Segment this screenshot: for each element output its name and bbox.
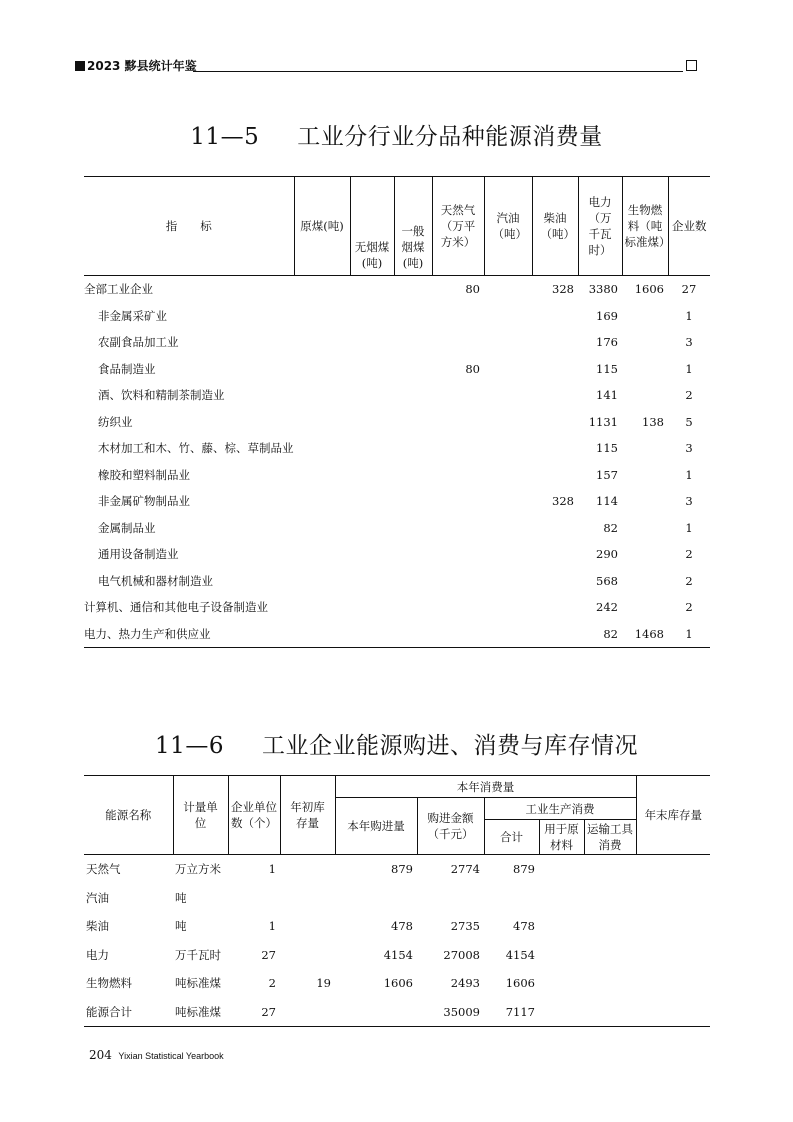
- anthracite-cell: [350, 276, 394, 303]
- table2-title: [0, 727, 793, 760]
- col-biofuel: 生物燃料（吨标准煤）: [622, 177, 668, 276]
- diesel-cell: [532, 594, 578, 621]
- enterprise-count-cell: 2: [685, 388, 693, 403]
- gasoline-cell: [484, 276, 532, 303]
- closing-stock-cell: [636, 941, 710, 970]
- col-raw-coal: 原煤(吨): [294, 177, 350, 276]
- biofuel-cell: [622, 462, 668, 489]
- table-row: [84, 329, 710, 356]
- gasoline-cell: [484, 435, 532, 462]
- diesel-cell: [532, 621, 578, 648]
- table-row: [84, 435, 710, 462]
- table-row: [84, 998, 710, 1027]
- industry-name: 电力、热力生产和供应业: [84, 621, 294, 648]
- bituminous-cell: [394, 356, 432, 383]
- opening-stock-cell: 19: [316, 976, 331, 991]
- biofuel-cell: [622, 515, 668, 542]
- anthracite-cell: [350, 515, 394, 542]
- gasoline-cell: [484, 382, 532, 409]
- raw-coal-cell: [294, 409, 350, 436]
- anthracite-cell: [350, 462, 394, 489]
- enterprise-count-cell: 1: [668, 621, 710, 648]
- raw-coal-cell: [294, 435, 350, 462]
- bituminous-cell: [394, 276, 432, 303]
- enterprise-count-cell: 2: [685, 573, 693, 588]
- industry-name: 木材加工和木、竹、藤、棕、草制品业: [98, 441, 294, 456]
- purchase-amount-cell: 2735: [450, 919, 480, 934]
- enterprise-count-cell: 3: [685, 494, 693, 509]
- electricity-cell: 115: [596, 361, 618, 376]
- transport-cell: [584, 912, 636, 941]
- running-header: [75, 58, 697, 74]
- table-row: [84, 303, 710, 330]
- col-total: 合计: [484, 820, 539, 855]
- diesel-cell: [532, 515, 578, 542]
- col-industrial-consumption: 工业生产消费: [484, 798, 636, 820]
- opening-stock-cell: [280, 912, 335, 941]
- electricity-cell: 176: [596, 335, 618, 350]
- biofuel-cell: [622, 488, 668, 515]
- table2-title-text: 工业企业能源购进、消费与库存情况: [261, 733, 638, 759]
- natural-gas-cell: [432, 594, 484, 621]
- firms-cell: 2: [268, 976, 276, 991]
- natural-gas-cell: [432, 303, 484, 330]
- industry-name: 非金属采矿业: [98, 308, 167, 323]
- transport-cell: [584, 941, 636, 970]
- col-unit: 计量单位: [173, 776, 228, 855]
- raw-coal-cell: [294, 329, 350, 356]
- enterprise-count-cell: 1: [685, 308, 693, 323]
- natural-gas-cell: [432, 382, 484, 409]
- industry-name: 全部工业企业: [84, 282, 153, 297]
- anthracite-cell: [350, 621, 394, 648]
- enterprise-count-cell: 1: [685, 361, 693, 376]
- energy-name-cell: 天然气: [86, 862, 121, 877]
- bituminous-cell: [394, 303, 432, 330]
- biofuel-cell: [622, 356, 668, 383]
- diesel-cell: [532, 356, 578, 383]
- firms-cell: 1: [268, 919, 276, 934]
- electricity-cell: 169: [596, 308, 618, 323]
- table-row: [84, 969, 710, 998]
- industry-name: 食品制造业: [98, 361, 156, 376]
- purchase-qty-cell: 1606: [383, 976, 413, 991]
- enterprise-count-cell: 1: [685, 467, 693, 482]
- biofuel-cell: [622, 594, 668, 621]
- industry-name: 橡胶和塑料制品业: [98, 467, 190, 482]
- purchase-amount-cell: 35009: [417, 998, 484, 1027]
- total-cell: 7117: [484, 998, 539, 1027]
- opening-stock-cell: [280, 941, 335, 970]
- header-title: 2023 黟县统计年鉴: [87, 59, 197, 73]
- table-row: [84, 855, 710, 884]
- col-purchase-amount: 购进金额（千元）: [417, 798, 484, 855]
- diesel-cell: [532, 541, 578, 568]
- biofuel-cell: [622, 303, 668, 330]
- raw-material-cell: [539, 998, 584, 1027]
- natural-gas-cell: [432, 409, 484, 436]
- bituminous-cell: [394, 594, 432, 621]
- anthracite-cell: [350, 541, 394, 568]
- table-row: [84, 621, 710, 648]
- gasoline-cell: [484, 541, 532, 568]
- raw-material-cell: [539, 912, 584, 941]
- biofuel-cell: [622, 541, 668, 568]
- total-cell: 1606: [505, 976, 535, 991]
- transport-cell: [584, 884, 636, 913]
- total-cell: 879: [513, 862, 535, 877]
- biofuel-cell: 1606: [634, 282, 664, 297]
- energy-name-cell: 电力: [86, 947, 109, 962]
- purchase-qty-cell: [335, 998, 417, 1027]
- raw-coal-cell: [294, 462, 350, 489]
- anthracite-cell: [350, 488, 394, 515]
- enterprise-count-cell: 5: [685, 414, 693, 429]
- natural-gas-cell: 80: [465, 282, 480, 297]
- bituminous-cell: [394, 568, 432, 595]
- transport-cell: [584, 969, 636, 998]
- diesel-cell: 328: [552, 282, 574, 297]
- natural-gas-cell: [432, 568, 484, 595]
- purchase-qty-cell: 478: [391, 919, 413, 934]
- firms-cell: 27: [228, 998, 280, 1027]
- table-row: [84, 409, 710, 436]
- table-row: [84, 568, 710, 595]
- table-row: [84, 515, 710, 542]
- natural-gas-cell: [432, 488, 484, 515]
- enterprise-count-cell: 27: [681, 282, 697, 297]
- table-row: [84, 356, 710, 383]
- gasoline-cell: [484, 329, 532, 356]
- electricity-cell: 114: [596, 494, 618, 509]
- energy-name-cell: 生物燃料: [86, 976, 132, 991]
- col-opening-stock: 年初库存量: [280, 776, 335, 855]
- bituminous-cell: [394, 435, 432, 462]
- electricity-cell: 3380: [588, 282, 618, 297]
- col-gasoline: 汽油（吨）: [484, 177, 532, 276]
- unit-cell: 吨: [175, 890, 187, 905]
- purchase-amount-cell: [417, 884, 484, 913]
- anthracite-cell: [350, 568, 394, 595]
- col-purchase-qty: 本年购进量: [335, 798, 417, 855]
- col-bituminous: 一般烟煤(吨): [394, 177, 432, 276]
- raw-material-cell: [539, 884, 584, 913]
- bituminous-cell: [394, 621, 432, 648]
- diesel-cell: [532, 409, 578, 436]
- natural-gas-cell: [432, 329, 484, 356]
- col-firms: 企业单位数（个）: [228, 776, 280, 855]
- energy-name-cell: 能源合计: [84, 998, 173, 1027]
- raw-material-cell: [539, 855, 584, 884]
- unit-cell: 吨标准煤: [173, 998, 228, 1027]
- enterprise-count-cell: 3: [685, 441, 693, 456]
- electricity-cell: 115: [596, 441, 618, 456]
- electricity-cell: 568: [596, 573, 618, 588]
- opening-stock-cell: [280, 855, 335, 884]
- opening-stock-cell: [280, 884, 335, 913]
- electricity-cell: 157: [596, 467, 618, 482]
- gasoline-cell: [484, 303, 532, 330]
- electricity-cell: 141: [596, 388, 618, 403]
- industry-name: 金属制品业: [98, 520, 156, 535]
- table-row: [84, 912, 710, 941]
- page-number: 204: [89, 1048, 112, 1062]
- gasoline-cell: [484, 515, 532, 542]
- anthracite-cell: [350, 329, 394, 356]
- raw-coal-cell: [294, 382, 350, 409]
- transport-cell: [584, 855, 636, 884]
- electricity-cell: 1131: [588, 414, 618, 429]
- gasoline-cell: [484, 568, 532, 595]
- bituminous-cell: [394, 541, 432, 568]
- industry-name: 纺织业: [98, 414, 133, 429]
- firms-cell: 27: [261, 947, 276, 962]
- col-raw-material: 用于原材料: [539, 820, 584, 855]
- purchase-amount-cell: 2493: [450, 976, 480, 991]
- electricity-cell: 82: [603, 520, 618, 535]
- gasoline-cell: [484, 621, 532, 648]
- enterprise-count-cell: 2: [685, 547, 693, 562]
- electricity-cell: 242: [596, 600, 618, 615]
- diesel-cell: [532, 329, 578, 356]
- enterprise-count-cell: 3: [685, 335, 693, 350]
- electricity-cell: 290: [596, 547, 618, 562]
- col-diesel: 柴油（吨）: [532, 177, 578, 276]
- gasoline-cell: [484, 409, 532, 436]
- diesel-cell: [532, 568, 578, 595]
- table2-number: 11—6: [155, 733, 224, 759]
- diesel-cell: 328: [552, 494, 574, 509]
- col-indicator: 指 标: [84, 177, 294, 276]
- closing-stock-cell: [636, 998, 710, 1027]
- col-anthracite: 无烟煤(吨): [350, 177, 394, 276]
- natural-gas-cell: [432, 541, 484, 568]
- table-row: [84, 884, 710, 913]
- natural-gas-cell: [432, 462, 484, 489]
- unit-cell: 万千瓦时: [175, 947, 221, 962]
- firms-cell: [228, 884, 280, 913]
- enterprise-count-cell: 1: [685, 520, 693, 535]
- gasoline-cell: [484, 488, 532, 515]
- electricity-cell: 82: [578, 621, 622, 648]
- col-electricity: 电力（万千瓦时）: [578, 177, 622, 276]
- total-cell: [484, 884, 539, 913]
- footer-publication: Yixian Statistical Yearbook: [118, 1051, 224, 1061]
- table-row: [84, 541, 710, 568]
- bituminous-cell: [394, 488, 432, 515]
- bituminous-cell: [394, 409, 432, 436]
- gasoline-cell: [484, 594, 532, 621]
- purchase-amount-cell: 27008: [443, 947, 480, 962]
- bituminous-cell: [394, 462, 432, 489]
- raw-coal-cell: [294, 303, 350, 330]
- biofuel-cell: 138: [642, 414, 664, 429]
- anthracite-cell: [350, 303, 394, 330]
- page-footer: [89, 1048, 224, 1062]
- raw-coal-cell: [294, 568, 350, 595]
- energy-name-cell: 汽油: [86, 890, 109, 905]
- table1-title: [0, 118, 793, 151]
- industry-name: 电气机械和器材制造业: [98, 573, 213, 588]
- table1-title-text: 工业分行业分品种能源消费量: [297, 124, 603, 150]
- table-row: [84, 382, 710, 409]
- natural-gas-cell: [432, 515, 484, 542]
- gasoline-cell: [484, 356, 532, 383]
- closing-stock-cell: [636, 855, 710, 884]
- purchase-qty-cell: [335, 884, 417, 913]
- table-row: [84, 488, 710, 515]
- anthracite-cell: [350, 435, 394, 462]
- raw-coal-cell: [294, 515, 350, 542]
- bituminous-cell: [394, 329, 432, 356]
- total-cell: 4154: [505, 947, 535, 962]
- raw-coal-cell: [294, 541, 350, 568]
- industry-name: 酒、饮料和精制茶制造业: [98, 388, 225, 403]
- natural-gas-cell: [432, 621, 484, 648]
- raw-material-cell: [539, 941, 584, 970]
- closing-stock-cell: [636, 884, 710, 913]
- diesel-cell: [532, 303, 578, 330]
- transport-cell: [584, 998, 636, 1027]
- total-cell: 478: [513, 919, 535, 934]
- energy-name-cell: 柴油: [86, 919, 109, 934]
- table-row: [84, 462, 710, 489]
- anthracite-cell: [350, 594, 394, 621]
- col-natural-gas: 天然气（万平方米）: [432, 177, 484, 276]
- anthracite-cell: [350, 409, 394, 436]
- raw-coal-cell: [294, 488, 350, 515]
- col-enterprises: 企业数: [668, 177, 710, 276]
- biofuel-cell: [622, 382, 668, 409]
- purchase-qty-cell: 4154: [383, 947, 413, 962]
- biofuel-cell: [622, 435, 668, 462]
- unit-cell: 吨标准煤: [175, 976, 221, 991]
- col-closing-stock: 年末库存量: [636, 776, 710, 855]
- unit-cell: 万立方米: [175, 862, 221, 877]
- raw-coal-cell: [294, 594, 350, 621]
- anthracite-cell: [350, 356, 394, 383]
- table-energy-by-industry: [84, 176, 710, 648]
- table-row: [84, 941, 710, 970]
- table-energy-purchase-consumption: [84, 775, 710, 1027]
- gasoline-cell: [484, 462, 532, 489]
- bituminous-cell: [394, 382, 432, 409]
- col-transport: 运输工具消费: [584, 820, 636, 855]
- biofuel-cell: 1468: [622, 621, 668, 648]
- enterprise-count-cell: 2: [685, 600, 693, 615]
- raw-coal-cell: [294, 276, 350, 303]
- purchase-qty-cell: 879: [391, 862, 413, 877]
- diesel-cell: [532, 382, 578, 409]
- header-rule: [193, 71, 683, 72]
- table-row: [84, 594, 710, 621]
- header-square-icon: [75, 61, 85, 71]
- table-row: [84, 276, 710, 303]
- biofuel-cell: [622, 568, 668, 595]
- opening-stock-cell: [280, 998, 335, 1027]
- closing-stock-cell: [636, 912, 710, 941]
- industry-name: 通用设备制造业: [98, 547, 179, 562]
- raw-coal-cell: [294, 356, 350, 383]
- industry-name: 农副食品加工业: [98, 335, 179, 350]
- natural-gas-cell: [432, 435, 484, 462]
- table1-number: 11—5: [190, 124, 260, 150]
- industry-name: 计算机、通信和其他电子设备制造业: [84, 600, 268, 615]
- header-box-icon: [686, 60, 697, 71]
- natural-gas-cell: 80: [465, 361, 480, 376]
- diesel-cell: [532, 435, 578, 462]
- firms-cell: 1: [268, 862, 276, 877]
- raw-coal-cell: [294, 621, 350, 648]
- anthracite-cell: [350, 382, 394, 409]
- raw-material-cell: [539, 969, 584, 998]
- bituminous-cell: [394, 515, 432, 542]
- unit-cell: 吨: [175, 919, 187, 934]
- closing-stock-cell: [636, 969, 710, 998]
- col-this-year-consumption: 本年消费量: [335, 776, 636, 798]
- col-energy-name: 能源名称: [84, 776, 173, 855]
- purchase-amount-cell: 2774: [450, 862, 480, 877]
- diesel-cell: [532, 462, 578, 489]
- biofuel-cell: [622, 329, 668, 356]
- industry-name: 非金属矿物制品业: [98, 494, 190, 509]
